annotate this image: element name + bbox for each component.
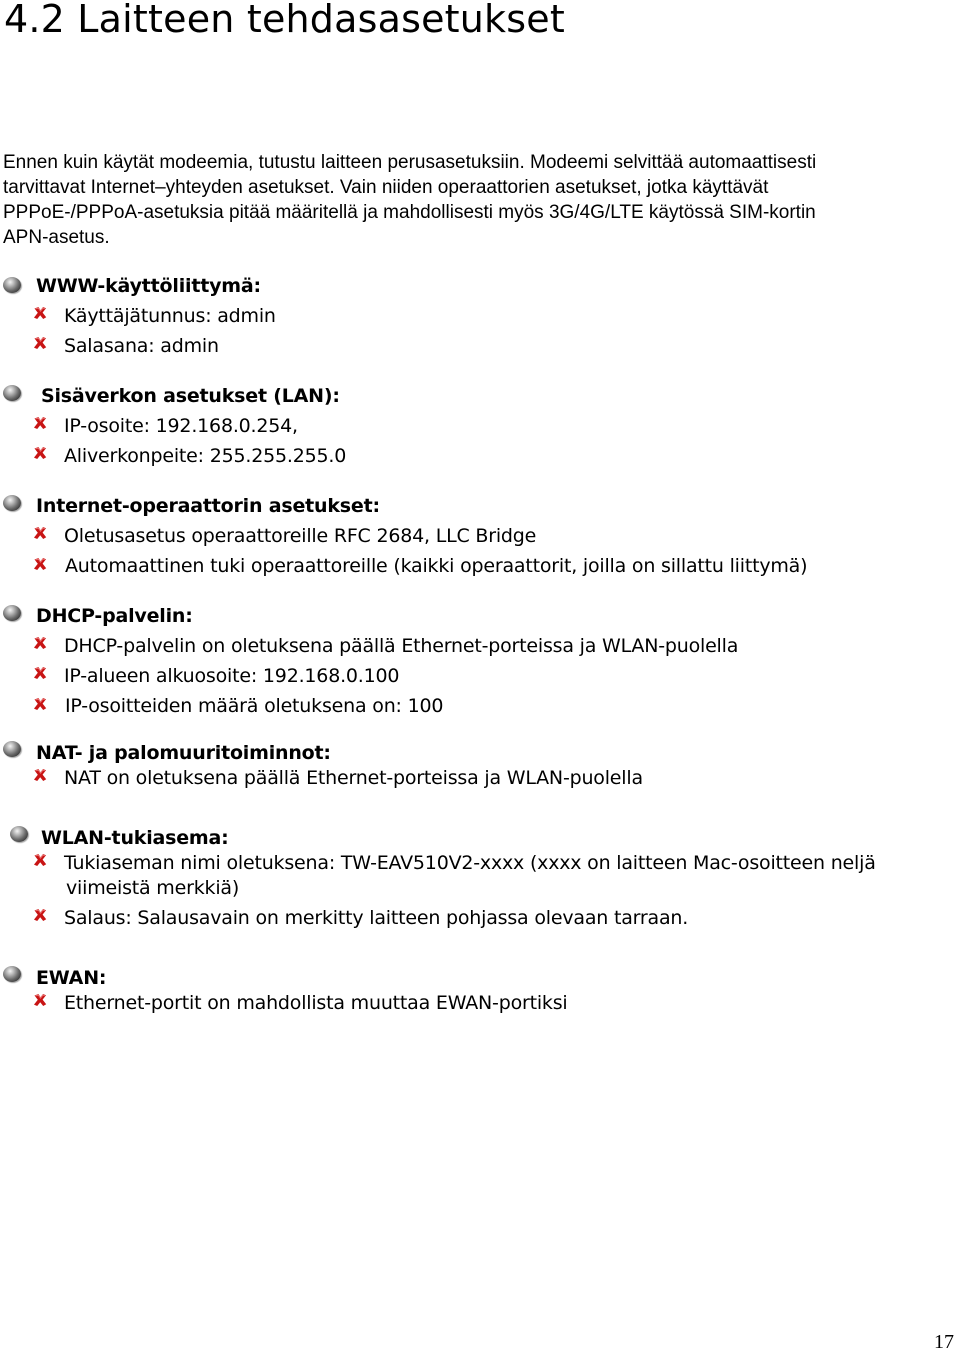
x-bullet-icon bbox=[32, 305, 48, 321]
intro-line-1: Ennen kuin käytät modeemia, tutustu laitteen perusasetuksiin. Modeemi selvittää automaattisesti bbox=[3, 152, 817, 173]
list-item: Oletusasetus operaattoreille RFC 2684, LLC Bridge bbox=[64, 525, 537, 547]
list-item: Automaattinen tuki operaattoreille (kaikki operaattorit, joilla on sillattu liittymä) bbox=[65, 555, 808, 577]
x-bullet-icon bbox=[32, 992, 48, 1008]
circle-bullet-icon bbox=[3, 495, 21, 511]
circle-bullet-icon bbox=[3, 385, 21, 401]
list-item: Tukiaseman nimi oletuksena: TW-EAV510V2-xxxx (xxxx on laitteen Mac-osoitteen neljä bbox=[64, 852, 876, 874]
page-title: 4.2 Laitteen tehdasasetukset bbox=[4, 0, 565, 41]
section-heading-lan: Sisäverkon asetukset (LAN): bbox=[41, 385, 340, 407]
section-heading-www: WWW-käyttöliittymä: bbox=[36, 275, 261, 297]
x-bullet-icon bbox=[32, 852, 48, 868]
intro-line-4: APN-asetus. bbox=[3, 227, 110, 248]
x-bullet-icon bbox=[32, 445, 48, 461]
list-item: DHCP-palvelin on oletuksena päällä Ethernet-porteissa ja WLAN-puolella bbox=[64, 635, 739, 657]
circle-bullet-icon bbox=[3, 277, 21, 293]
x-bullet-icon bbox=[32, 556, 48, 572]
circle-bullet-icon bbox=[10, 826, 28, 842]
x-bullet-icon bbox=[32, 665, 48, 681]
section-heading-dhcp: DHCP-palvelin: bbox=[36, 605, 193, 627]
page-number: 17 bbox=[934, 1331, 954, 1353]
x-bullet-icon bbox=[32, 767, 48, 783]
list-item: Aliverkonpeite: 255.255.255.0 bbox=[64, 445, 347, 467]
list-item: Ethernet-portit on mahdollista muuttaa EWAN-portiksi bbox=[64, 992, 568, 1014]
x-bullet-icon bbox=[32, 335, 48, 351]
x-bullet-icon bbox=[32, 415, 48, 431]
list-item: Salaus: Salausavain on merkitty laitteen pohjassa olevaan tarraan. bbox=[64, 907, 689, 929]
section-heading-internet: Internet-operaattorin asetukset: bbox=[36, 495, 380, 517]
list-item: Käyttäjätunnus: admin bbox=[64, 305, 276, 327]
circle-bullet-icon bbox=[3, 966, 21, 982]
section-heading-nat: NAT- ja palomuuritoiminnot: bbox=[36, 742, 331, 764]
section-heading-wlan: WLAN-tukiasema: bbox=[41, 827, 229, 849]
list-item-continuation: viimeistä merkkiä) bbox=[66, 877, 240, 899]
x-bullet-icon bbox=[32, 696, 48, 712]
intro-line-2: tarvittavat Internet–yhteyden asetukset. Vain niiden operaattorien asetukset, jotka käyttävät bbox=[3, 177, 769, 198]
list-item: IP-osoitteiden määrä oletuksena on: 100 bbox=[65, 695, 444, 717]
x-bullet-icon bbox=[32, 635, 48, 651]
circle-bullet-icon bbox=[3, 605, 21, 621]
intro-line-3: PPPoE-/PPPoA-asetuksia pitää määritellä ja mahdollisesti myös 3G/4G/LTE käytössä SIM-kortin bbox=[3, 202, 816, 223]
x-bullet-icon bbox=[32, 525, 48, 541]
circle-bullet-icon bbox=[3, 741, 21, 757]
x-bullet-icon bbox=[32, 907, 48, 923]
list-item: Salasana: admin bbox=[64, 335, 219, 357]
list-item: NAT on oletuksena päällä Ethernet-porteissa ja WLAN-puolella bbox=[64, 767, 643, 789]
section-heading-ewan: EWAN: bbox=[36, 967, 107, 989]
list-item: IP-alueen alkuosoite: 192.168.0.100 bbox=[64, 665, 400, 687]
list-item: IP-osoite: 192.168.0.254, bbox=[64, 415, 298, 437]
